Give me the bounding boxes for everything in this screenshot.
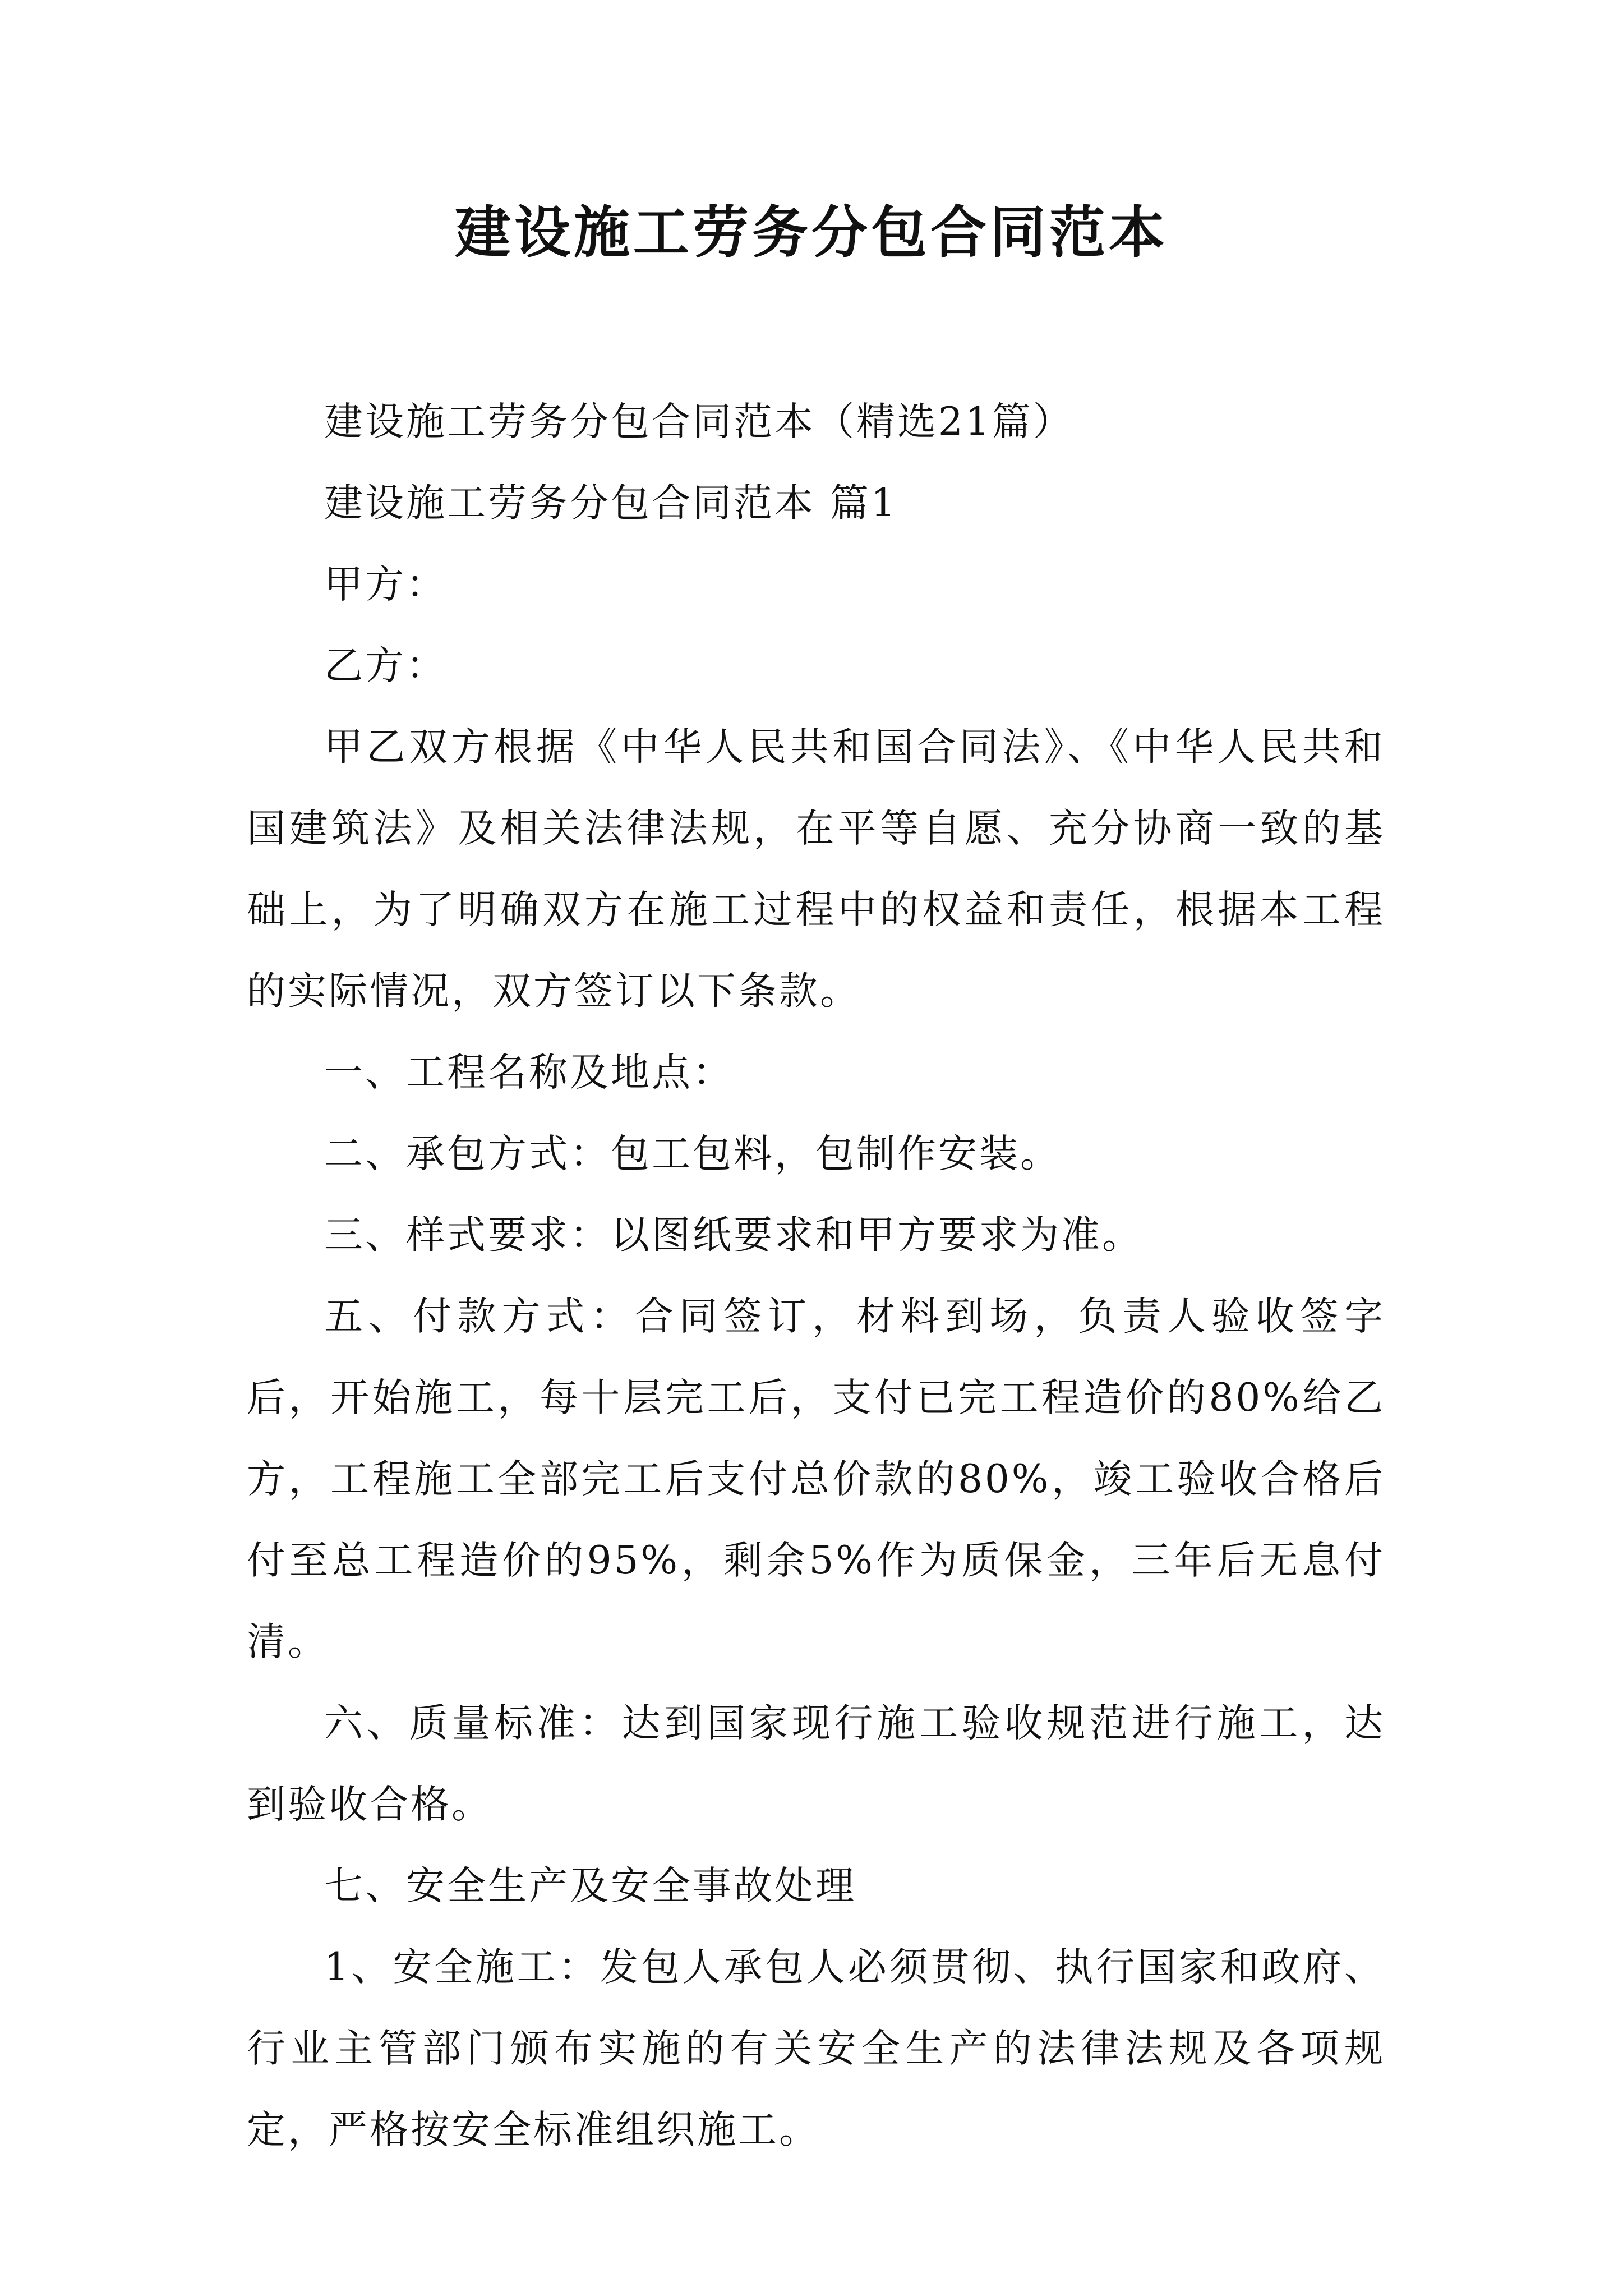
paragraph-clause-1: 一、工程名称及地点： (324, 1050, 734, 1095)
paragraph-party-a: 甲方： (324, 562, 447, 607)
paragraph-subtitle: 建设施工劳务分包合同范本（精选21篇） (324, 399, 1074, 444)
paragraph-clause-7: 七、安全生产及安全事故处理 (324, 1864, 856, 1908)
paragraph-party-b: 乙方： (324, 643, 447, 688)
document-title: 建设施工劳务分包合同范本 (455, 200, 1168, 265)
paragraph-clause-6: 六、质量标准：达到国家现行施工验收规范进行施工，达到验收合格。 (247, 1701, 1385, 1827)
paragraph-clause-7-1: 1、安全施工：发包人承包人必须贯彻、执行国家和政府、行业主管部门颁布实施的有关安全生产的法律法规及各项规定，严格按安全标准组织施工。 (247, 1945, 1385, 2152)
paragraph-clause-3: 三、样式要求：以图纸要求和甲方要求为准。 (324, 1213, 1143, 1258)
paragraph-clause-2: 二、承包方式：包工包料，包制作安装。 (324, 1131, 1061, 1176)
document-body (247, 381, 1385, 2171)
paragraph-preamble: 甲乙双方根据《中华人民共和国合同法》、《中华人民共和国建筑法》及相关法律法规，在平等自愿、充分协商一致的基础上，为了明确双方在施工过程中的权益和责任，根据本工程的实际情况，双方签订以下条款。 (247, 725, 1385, 1014)
paragraph-clause-5: 五、付款方式：合同签订，材料到场，负责人验收签字后，开始施工，每十层完工后，支付已完工程造价的80%给乙方，工程施工全部完工后支付总价款的80%，竣工验收合格后付至总工程造价的95%，剩余5%作为质保金，三年后无息付清。 (247, 1294, 1385, 1664)
paragraph-section-heading: 建设施工劳务分包合同范本 篇1 (324, 481, 898, 526)
